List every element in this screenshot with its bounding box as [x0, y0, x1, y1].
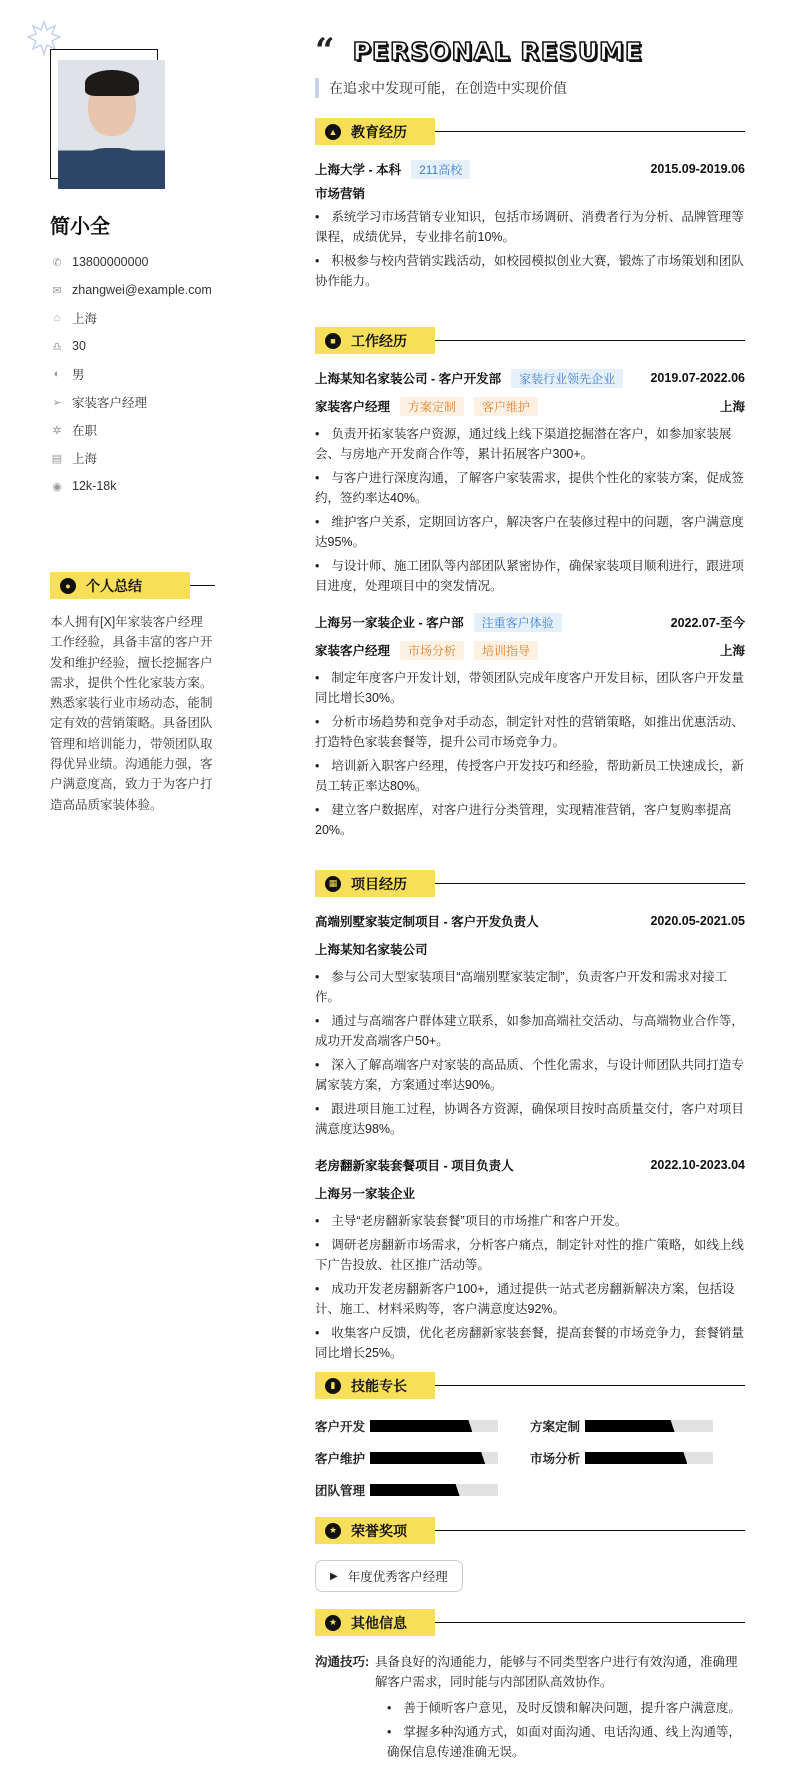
- : [315, 613, 562, 632]
- other-label: 沟通技巧:: [315, 1655, 370, 1669]
- avatar: [58, 60, 165, 189]
- skill-bar-fill: [585, 1420, 675, 1432]
- skill-bar: [370, 1420, 498, 1432]
- contact-value: 30: [72, 339, 86, 353]
- skill-tag: 培训指导: [474, 641, 538, 660]
- chart-icon: ▮: [325, 1378, 341, 1394]
- skill-item: [315, 1447, 530, 1469]
- contact-item: [50, 276, 212, 304]
- other-text: 具备良好的沟通能力，能够与不同类型客户进行有效沟通，准确理解客户需求，同时能与内部团队高效协作。: [375, 1655, 738, 1689]
- bullet-list: [315, 424, 745, 596]
- bullet-list: [315, 1211, 745, 1363]
- project-entry: [315, 909, 745, 1139]
- summary-title: 个人总结: [86, 577, 142, 594]
- bullet-item: • 积极参与校内营销实践活动，如校园模拟创业大赛，锻炼了市场策划和团队协作能力。: [315, 251, 745, 291]
- bullet-item: • 维护客户关系，定期回访客户，解决客户在装修过程中的问题，客户满意度达95%。: [315, 512, 745, 552]
- projects-section: [315, 870, 745, 1377]
- contact-item: [50, 388, 212, 416]
- project-company: 上海另一家装企业: [315, 1187, 416, 1201]
- work-entry: [315, 366, 745, 596]
- bullet-list: [315, 967, 745, 1139]
- honor-item: [315, 1560, 463, 1592]
- skill-item: [315, 1415, 530, 1437]
- skill-name: 客户维护: [315, 1452, 366, 1466]
- bullet-item: • 系统学习市场营销专业知识，包括市场调研、消费者行为分析、品牌管理等课程，成绩优异，专业排名前10%。: [315, 207, 745, 247]
- building-icon: ▤: [51, 452, 63, 465]
- bullet-item: • 主导“老房翻新家装套餐”项目的市场推广和客户开发。: [315, 1211, 745, 1231]
- graduation-cap-icon: ▲: [325, 124, 341, 140]
- project-date: 2020.05-2021.05: [650, 914, 745, 928]
- contact-value: 上海: [72, 312, 98, 326]
- project-name: 老房翻新家装套餐项目 - 项目负责人: [315, 1159, 514, 1173]
- cake-icon: ♎: [52, 340, 62, 353]
- skill-bar: [585, 1452, 713, 1464]
- mail-icon: ✉: [52, 284, 62, 297]
- quote-icon: “: [315, 31, 335, 71]
- contact-item: [50, 304, 212, 332]
- skill-tag: 方案定制: [400, 397, 464, 416]
- contact-item: [50, 416, 212, 444]
- section-title: 技能专长: [351, 1377, 407, 1394]
- project-header: [315, 909, 745, 933]
- bullet-item: • 掌握多种沟通方式，如面对面沟通、电话沟通、线上沟通等，确保信息传递准确无误。: [387, 1722, 745, 1762]
- bullet-item: • 跟进项目施工过程，协调各方资源，确保项目按时高质量交付，客户对项目满意度达98%。: [315, 1099, 745, 1139]
- project-date: 2022.10-2023.04: [650, 1158, 745, 1172]
- company-tag: 注重客户体验: [474, 613, 562, 632]
- city: 上海: [719, 644, 745, 658]
- project-name: 高端别墅家装定制项目 - 客户开发负责人: [315, 915, 539, 929]
- major: 市场营销: [315, 187, 366, 201]
- skill-bar-fill: [585, 1452, 687, 1464]
- grid-icon: ▦: [325, 876, 341, 892]
- bullet-item: • 深入了解高端客户对家装的高品质、个性化需求，与设计师团队共同打造专属家装方案，方案通过率达90%。: [315, 1055, 745, 1095]
- bullet-item: • 成功开发老房翻新客户100+，通过提供一站式老房翻新解决方案，包括设计、施工、材料采购等，客户满意度达92%。: [315, 1279, 745, 1319]
- work-section: [315, 327, 745, 854]
- company-tag: 家装行业领先企业: [511, 369, 623, 388]
- section-title: 项目经历: [351, 875, 407, 892]
- summary-header: [50, 572, 215, 599]
- project-header: [315, 1153, 745, 1177]
- briefcase-icon: ■: [325, 333, 341, 349]
- section-title: 荣誉奖项: [351, 1522, 407, 1539]
- bullet-item: • 分析市场趋势和竞争对手动态，制定针对性的营销策略，如推出优惠活动、打造特色家装套餐等，提升公司市场竞争力。: [315, 712, 745, 752]
- role-row: [315, 394, 745, 418]
- city: 上海: [719, 400, 745, 414]
- section-title: 其他信息: [351, 1614, 407, 1631]
- info-icon: ★: [325, 1615, 341, 1631]
- contact-item: [50, 332, 212, 360]
- award-icon: ★: [325, 1523, 341, 1539]
- project-entry: [315, 1153, 745, 1363]
- skill-name: 市场分析: [530, 1452, 581, 1466]
- bullet-item: • 收集客户反馈，优化老房翻新家装套餐，提高套餐的市场竞争力，套餐销量同比增长25%。: [315, 1323, 745, 1363]
- contact-value: 12k-18k: [72, 479, 117, 493]
- skill-item: [530, 1415, 745, 1437]
- project-company: 上海某知名家装公司: [315, 943, 428, 957]
- contact-value: 13800000000: [72, 255, 149, 269]
- role: 家装客户经理: [315, 400, 391, 414]
- role: 家装客户经理: [315, 644, 391, 658]
- honors-section: [315, 1517, 745, 1592]
- section-title: 教育经历: [351, 123, 407, 140]
- work-date: 2022.07-至今: [670, 616, 745, 630]
- resume-title: [315, 31, 643, 71]
- work-header: [315, 610, 745, 634]
- bullet-item: • 负责开拓家装客户资源，通过线上线下渠道挖掘潜在客户，如参加家装展会、与房地产开发商合作等，累计拓展客户300+。: [315, 424, 745, 464]
- skills-section: [315, 1372, 745, 1501]
- home-icon: ⌂: [53, 312, 61, 324]
- skill-item: [315, 1479, 530, 1501]
- skill-bar: [585, 1420, 713, 1432]
- bullet-item: • 建立客户数据库，对客户进行分类管理，实现精准营销，客户复购率提高20%。: [315, 800, 745, 840]
- contact-value: 上海: [72, 452, 98, 466]
- contact-value: 在职: [72, 424, 98, 438]
- skill-bar-fill: [370, 1484, 460, 1496]
- bullet-item: • 善于倾听客户意见，及时反馈和解决问题，提升客户满意度。: [387, 1698, 745, 1718]
- send-icon: ➢: [52, 396, 62, 409]
- skill-bar-fill: [370, 1420, 472, 1432]
- school: 上海大学 - 本科: [315, 163, 402, 177]
- skill-tag: 客户维护: [474, 397, 538, 416]
- work-date: 2019.07-2022.06: [650, 371, 745, 385]
- work-header: [315, 366, 745, 390]
- skill-name: 客户开发: [315, 1420, 366, 1434]
- : [315, 369, 623, 388]
- bullet-list: [315, 668, 745, 840]
- honor-label: 年度优秀客户经理: [347, 1570, 448, 1584]
- skill-bar: [370, 1452, 498, 1464]
- company: 上海某知名家装公司 - 客户开发部: [315, 372, 502, 386]
- other-section: [315, 1609, 745, 1766]
- section-title: 工作经历: [351, 332, 407, 349]
- : [315, 397, 538, 416]
- bullet-item: • 通过与高端客户群体建立联系，如参加高端社交活动、与高端物业合作等，成功开发高端客户50+。: [315, 1011, 745, 1051]
- work-entry: [315, 610, 745, 840]
- summary-text: 本人拥有[X]年家装客户经理工作经验，具备丰富的客户开发和维护经验，擅长挖掘客户需求，提供个性化家装方案。熟悉家装行业市场动态，能制定有效的营销策略。具备团队管理和培训能力，带领团队取得优异业绩。沟通能力强，客户满意度高，致力于为客户打造高品质家装体验。: [50, 615, 213, 812]
- company: 上海另一家装企业 - 客户部: [315, 616, 464, 630]
- skill-name: 方案定制: [530, 1420, 581, 1434]
- skill-tag: 市场分析: [400, 641, 464, 660]
- school-tag: 211高校: [411, 160, 470, 179]
- contact-value: 男: [72, 368, 85, 382]
- bullet-item: • 与设计师、施工团队等内部团队紧密协作，确保家装项目顺利进行，跟进项目进度，处理项目中的突发情况。: [315, 556, 745, 596]
- skill-bar: [370, 1484, 498, 1496]
- role-row: [315, 638, 745, 662]
- title-text: PERSONAL RESUME: [352, 36, 643, 66]
- contact-item: [50, 360, 212, 388]
- skill-bar-fill: [370, 1452, 485, 1464]
- skill-name: 团队管理: [315, 1484, 366, 1498]
- edu-date: 2015.09-2019.06: [650, 162, 745, 176]
- bullet-item: • 制定年度客户开发计划，带领团队完成年度客户开发目标，团队客户开发量同比增长30%。: [315, 668, 745, 708]
- contact-value: zhangwei@example.com: [72, 283, 212, 297]
- gender-icon: ◐: [53, 368, 61, 380]
- contact-item: [50, 444, 212, 472]
- salary-icon: ◉: [52, 480, 62, 493]
- contact-item: [50, 472, 212, 500]
- : [315, 641, 538, 660]
- bullet-item: • 与客户进行深度沟通，了解客户家装需求，提供个性化的家装方案，促成签约，签约率达40%。: [315, 468, 745, 508]
- bullet-item: • 培训新入职客户经理，传授客户开发技巧和经验，帮助新员工快速成长，新员工转正率达80%。: [315, 756, 745, 796]
- contact-value: 家装客户经理: [72, 396, 148, 410]
- bullet-item: • 调研老房翻新市场需求，分析客户痛点，制定针对性的推广策略，如线上线下广告投放、社区推广活动等。: [315, 1235, 745, 1275]
- triangle-icon: ▶: [330, 1570, 338, 1582]
- phone-icon: ✆: [52, 256, 62, 269]
- status-icon: ✲: [52, 424, 62, 437]
- skill-item: [530, 1447, 745, 1469]
- contact-item: [50, 248, 212, 276]
- contact-list: [50, 248, 212, 500]
- profile-name: 简小全: [50, 216, 110, 238]
- education-section: [315, 118, 745, 295]
- motto: 在追求中发现可能，在创造中实现价值: [315, 78, 567, 98]
- user-icon: ●: [60, 578, 76, 594]
- bullet-item: • 参与公司大型家装项目“高端别墅家装定制”，负责客户开发和需求对接工作。: [315, 967, 745, 1007]
